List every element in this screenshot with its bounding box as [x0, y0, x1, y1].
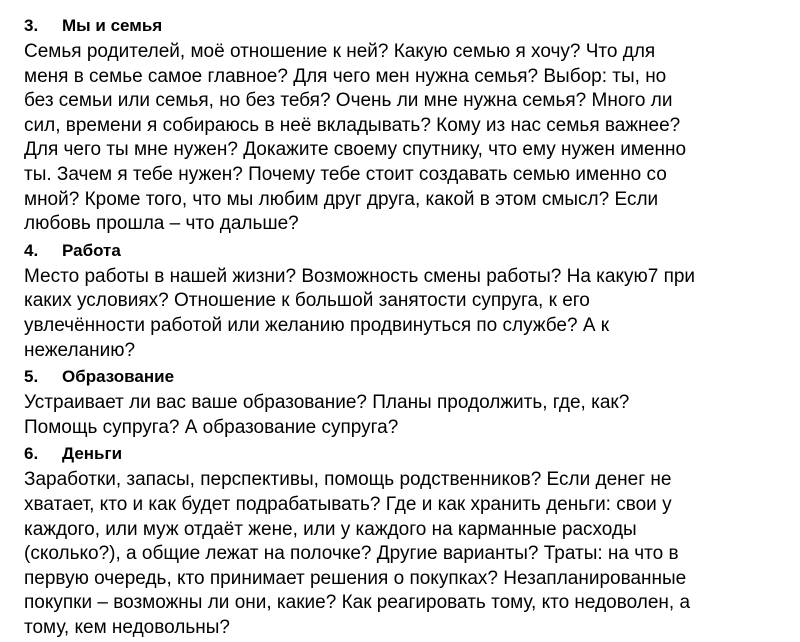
section-money — [24, 442, 790, 640]
paragraph-line: мной? Кроме того, что мы любим друг друга, какой в этом смысл? Если — [24, 188, 659, 210]
paragraph-line: ты. Зачем я тебе нужен? Почему тебе стоит создавать семью именно со — [24, 163, 667, 185]
paragraph-line: меня в семье самое главное? Для чего мен нужна семья? Выбор: ты, но — [24, 65, 667, 87]
section-number: 5. — [24, 367, 39, 387]
document-body — [24, 14, 790, 642]
section-number: 4. — [24, 240, 39, 260]
paragraph-line: Устраивает ли вас ваше образование? Планы продолжить, где, как? — [24, 392, 630, 414]
paragraph-line: (сколько?), а общие лежат на полочке? Другие варианты? Траты: на что в — [24, 543, 679, 565]
paragraph-line: тому, кем недовольны? — [24, 616, 230, 638]
paragraph-line: первую очередь, кто принимает решения о покупках? Незапланированные — [24, 567, 687, 589]
section-paragraph — [24, 40, 790, 237]
section-heading — [24, 239, 790, 263]
section-number: 6. — [24, 444, 39, 464]
paragraph-line: Место работы в нашей жизни? Возможность смены работы? На какую7 при — [24, 265, 696, 287]
paragraph-line: хватает, кто и как будет подрабатывать? Где и как хранить деньги: свои у — [24, 493, 672, 515]
paragraph-line: каких условиях? Отношение к большой занятости супруга, к его — [24, 290, 590, 312]
paragraph-line: Помощь супруга? А образование супруга? — [24, 416, 399, 438]
section-title: Мы и семья — [62, 16, 163, 35]
paragraph-line: любовь прошла – что дальше? — [24, 213, 299, 235]
section-title: Образование — [62, 367, 175, 387]
paragraph-line: Заработки, запасы, перспективы, помощь родственников? Если денег не — [24, 469, 672, 491]
section-education — [24, 365, 790, 440]
paragraph-line: увлечённости работой или желанию продвинуться по службе? А к — [24, 314, 610, 336]
paragraph-line: Семья родителей, моё отношение к ней? Какую семью я хочу? Что для — [24, 41, 656, 62]
section-number: 3. — [24, 16, 39, 35]
paragraph-line: сил, времени я собираюсь в неё вкладывать? Кому из нас семья важнее? — [24, 114, 681, 136]
paragraph-line: Для чего ты мне нужен? Докажите своему спутнику, что ему нужен именно — [24, 139, 687, 161]
section-family — [24, 14, 790, 237]
section-title: Работа — [62, 240, 121, 260]
section-paragraph — [24, 468, 790, 640]
section-heading — [24, 442, 790, 466]
section-heading — [24, 14, 790, 38]
section-paragraph — [24, 265, 790, 363]
paragraph-line: нежеланию? — [24, 339, 136, 361]
section-work — [24, 239, 790, 363]
paragraph-line: без семьи или семья, но без тебя? Очень ли мне нужна семья? Много ли — [24, 90, 673, 112]
section-title: Деньги — [62, 444, 123, 464]
section-heading — [24, 365, 790, 389]
section-paragraph — [24, 391, 790, 440]
paragraph-line: каждого, или муж отдаёт жене, или у каждого на карманные расходы — [24, 518, 637, 540]
paragraph-line: покупки – возможны ли они, какие? Как реагировать тому, кто недоволен, а — [24, 592, 691, 614]
